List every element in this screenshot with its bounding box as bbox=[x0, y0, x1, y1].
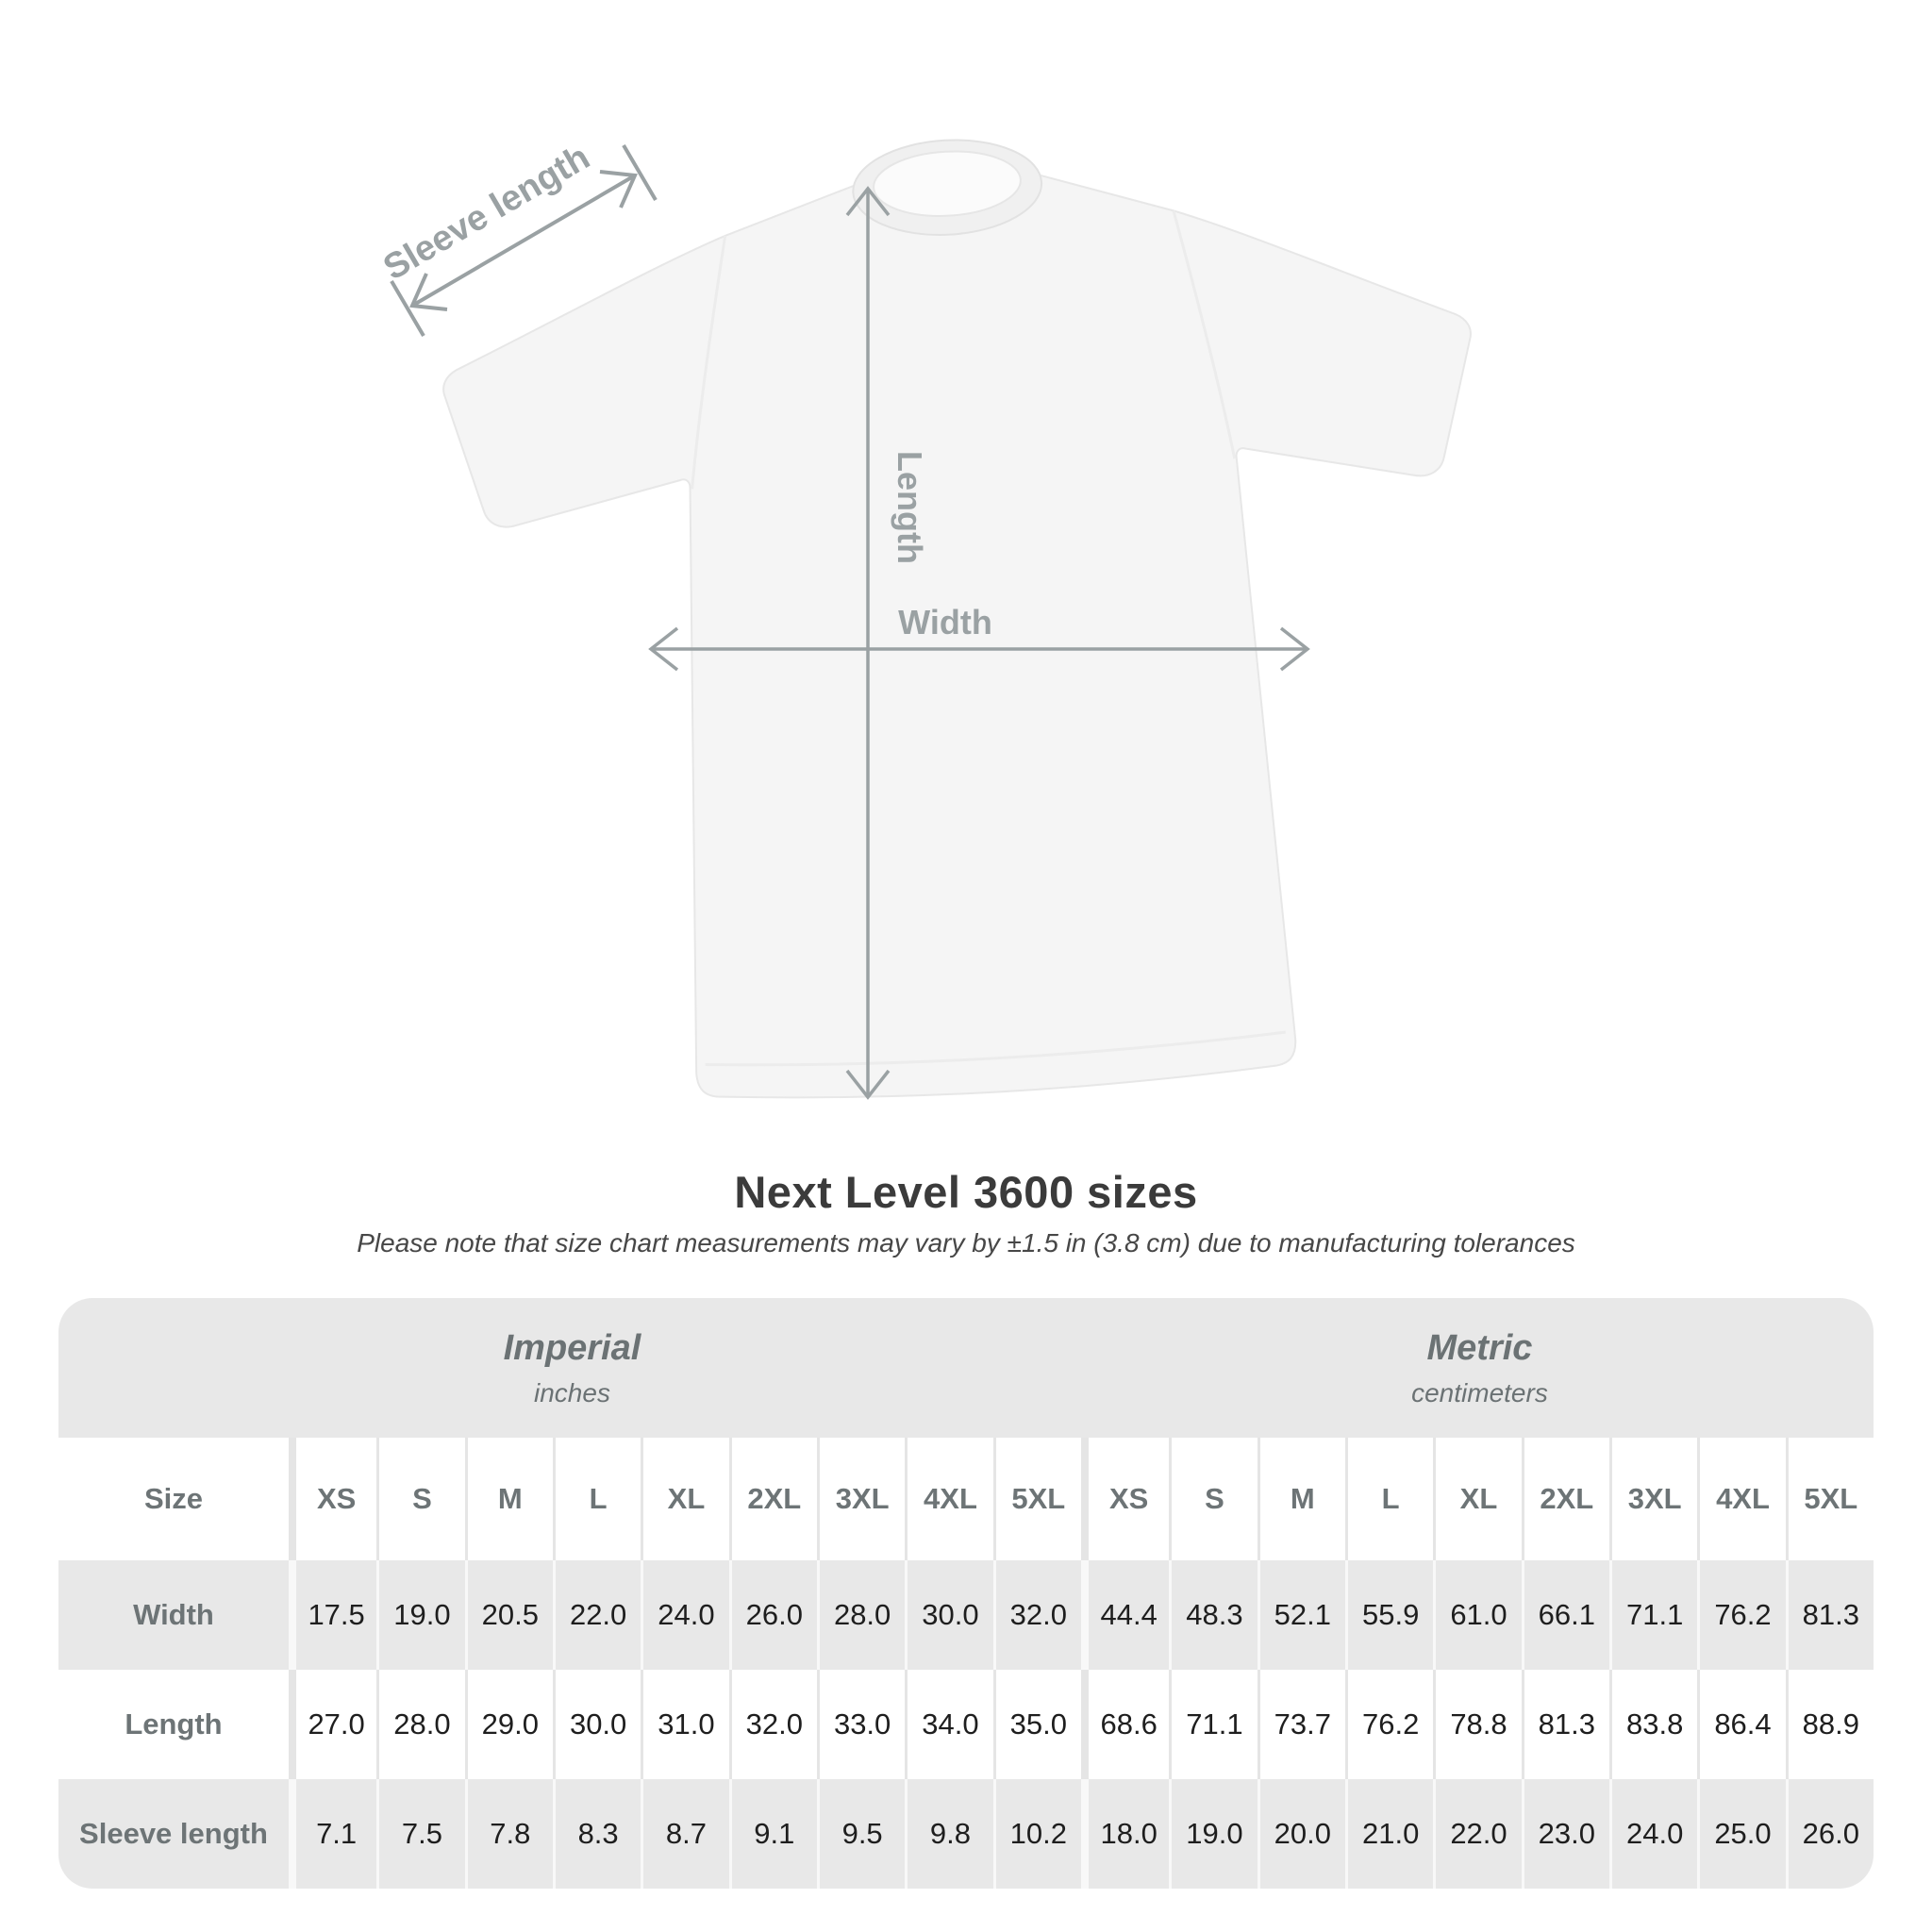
size-header-cell: M bbox=[1257, 1438, 1345, 1560]
value-cell: 22.0 bbox=[1433, 1779, 1521, 1889]
size-header-cell: 2XL bbox=[1522, 1438, 1609, 1560]
imperial-title: Imperial bbox=[503, 1327, 641, 1368]
value-cell: 19.0 bbox=[376, 1560, 464, 1670]
size-header-cell: 4XL bbox=[905, 1438, 992, 1560]
page-title: Next Level 3600 sizes bbox=[734, 1167, 1198, 1217]
value-cell: 17.5 bbox=[289, 1560, 376, 1670]
value-cell: 61.0 bbox=[1433, 1560, 1521, 1670]
value-cell: 20.0 bbox=[1257, 1779, 1345, 1889]
value-cell: 28.0 bbox=[376, 1670, 464, 1779]
value-cell: 30.0 bbox=[553, 1670, 641, 1779]
size-header-cell: XS bbox=[289, 1438, 376, 1560]
size-table-grid bbox=[58, 1438, 1874, 1889]
value-cell: 8.3 bbox=[553, 1779, 641, 1889]
value-cell: 26.0 bbox=[1786, 1779, 1874, 1889]
value-cell: 26.0 bbox=[729, 1560, 817, 1670]
value-cell: 86.4 bbox=[1697, 1670, 1785, 1779]
value-cell: 32.0 bbox=[729, 1670, 817, 1779]
value-cell: 44.4 bbox=[1081, 1560, 1169, 1670]
value-cell: 76.2 bbox=[1345, 1670, 1433, 1779]
value-cell: 9.1 bbox=[729, 1779, 817, 1889]
unit-section-band bbox=[58, 1298, 1874, 1438]
size-header-cell: L bbox=[553, 1438, 641, 1560]
size-header-cell: XL bbox=[641, 1438, 728, 1560]
value-cell: 21.0 bbox=[1345, 1779, 1433, 1889]
size-header-cell: 3XL bbox=[817, 1438, 905, 1560]
value-cell: 48.3 bbox=[1169, 1560, 1257, 1670]
value-cell: 78.8 bbox=[1433, 1670, 1521, 1779]
size-table bbox=[58, 1298, 1874, 1889]
size-header-cell: XS bbox=[1081, 1438, 1169, 1560]
imperial-unit: inches bbox=[534, 1377, 610, 1407]
value-cell: 52.1 bbox=[1257, 1560, 1345, 1670]
value-cell: 7.1 bbox=[289, 1779, 376, 1889]
value-cell: 73.7 bbox=[1257, 1670, 1345, 1779]
value-cell: 9.8 bbox=[905, 1779, 992, 1889]
sleeve-length-label: Sleeve length bbox=[376, 137, 597, 289]
value-cell: 10.2 bbox=[993, 1779, 1081, 1889]
value-cell: 7.8 bbox=[465, 1779, 553, 1889]
value-cell: 88.9 bbox=[1786, 1670, 1874, 1779]
value-cell: 22.0 bbox=[553, 1560, 641, 1670]
row-label: Sleeve length bbox=[58, 1779, 289, 1889]
size-header-cell: 5XL bbox=[1786, 1438, 1874, 1560]
value-cell: 27.0 bbox=[289, 1670, 376, 1779]
value-cell: 29.0 bbox=[465, 1670, 553, 1779]
size-header-cell: 3XL bbox=[1609, 1438, 1697, 1560]
size-header-cell: L bbox=[1345, 1438, 1433, 1560]
value-cell: 55.9 bbox=[1345, 1560, 1433, 1670]
value-cell: 25.0 bbox=[1697, 1779, 1785, 1889]
value-cell: 35.0 bbox=[993, 1670, 1081, 1779]
size-header-cell: S bbox=[376, 1438, 464, 1560]
length-label: Length bbox=[891, 451, 929, 564]
metric-title: Metric bbox=[1426, 1327, 1533, 1368]
size-header-cell: 5XL bbox=[993, 1438, 1081, 1560]
value-cell: 33.0 bbox=[817, 1670, 905, 1779]
value-cell: 20.5 bbox=[465, 1560, 553, 1670]
value-cell: 28.0 bbox=[817, 1560, 905, 1670]
size-header-cell: 4XL bbox=[1697, 1438, 1785, 1560]
value-cell: 7.5 bbox=[376, 1779, 464, 1889]
value-cell: 66.1 bbox=[1522, 1560, 1609, 1670]
row-label: Width bbox=[58, 1560, 289, 1670]
value-cell: 31.0 bbox=[641, 1670, 728, 1779]
row-label: Length bbox=[125, 1707, 223, 1740]
metric-unit: centimeters bbox=[1411, 1377, 1548, 1407]
size-header-cell: 2XL bbox=[729, 1438, 817, 1560]
metric-section-header bbox=[1086, 1298, 1874, 1438]
value-cell: 71.1 bbox=[1169, 1670, 1257, 1779]
value-cell: 8.7 bbox=[641, 1779, 728, 1889]
value-cell: 81.3 bbox=[1786, 1560, 1874, 1670]
width-label: Width bbox=[898, 603, 992, 641]
value-cell: 81.3 bbox=[1522, 1670, 1609, 1779]
value-cell: 68.6 bbox=[1081, 1670, 1169, 1779]
value-cell: 32.0 bbox=[993, 1560, 1081, 1670]
value-cell: 23.0 bbox=[1522, 1779, 1609, 1889]
value-cell: 24.0 bbox=[1609, 1779, 1697, 1889]
size-header-cell: Size bbox=[143, 1482, 203, 1515]
value-cell: 30.0 bbox=[905, 1560, 992, 1670]
imperial-section-header bbox=[58, 1298, 1086, 1438]
value-cell: 34.0 bbox=[905, 1670, 992, 1779]
value-cell: 71.1 bbox=[1609, 1560, 1697, 1670]
size-header-cell: M bbox=[465, 1438, 553, 1560]
value-cell: 24.0 bbox=[641, 1560, 728, 1670]
value-cell: 76.2 bbox=[1697, 1560, 1785, 1670]
tolerance-note: Please note that size chart measurements may vary by ±1.5 in (3.8 cm) due to manufacturing tolerances bbox=[357, 1228, 1575, 1257]
value-cell: 83.8 bbox=[1609, 1670, 1697, 1779]
value-cell: 18.0 bbox=[1081, 1779, 1169, 1889]
size-header-cell: S bbox=[1169, 1438, 1257, 1560]
value-cell: 19.0 bbox=[1169, 1779, 1257, 1889]
value-cell: 9.5 bbox=[817, 1779, 905, 1889]
size-header-cell: XL bbox=[1433, 1438, 1521, 1560]
